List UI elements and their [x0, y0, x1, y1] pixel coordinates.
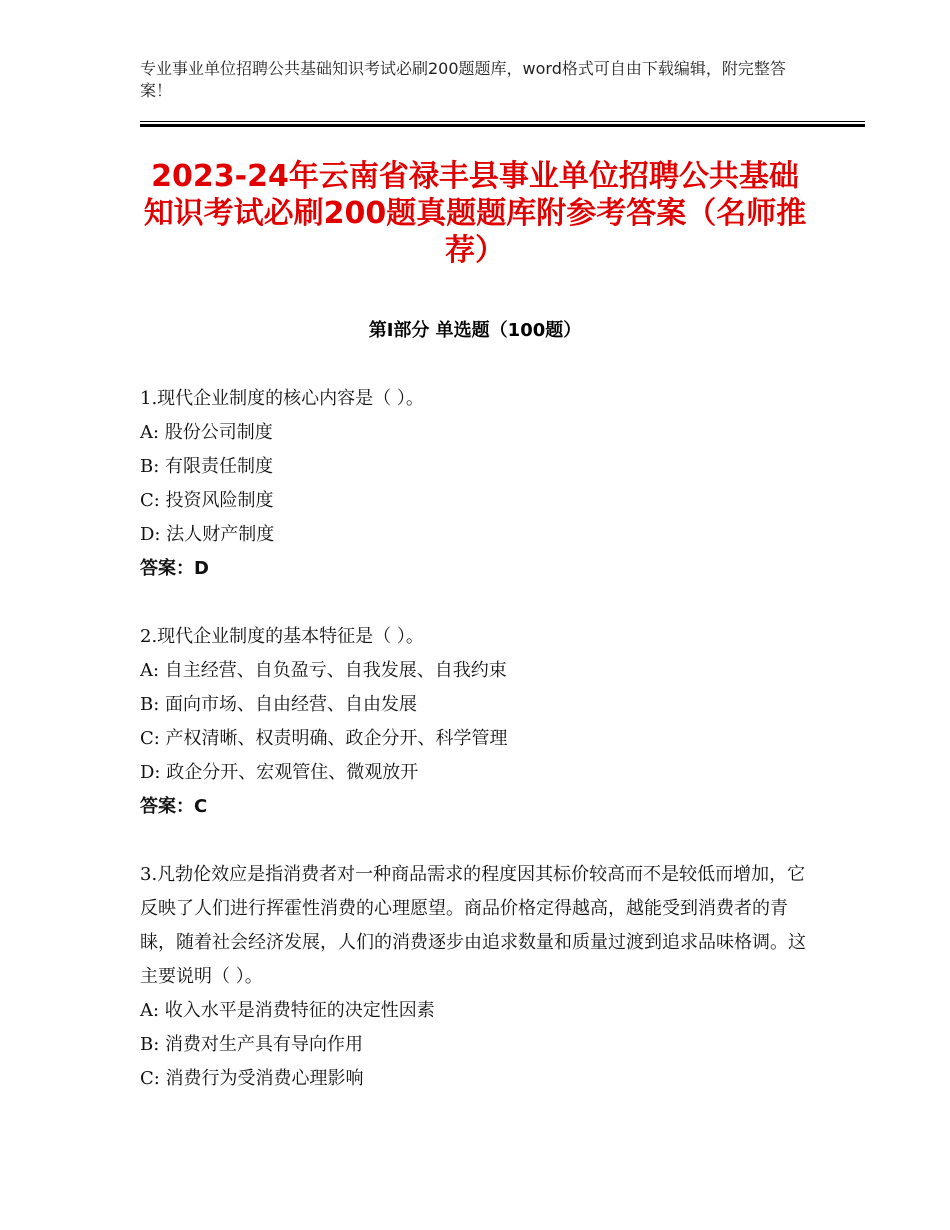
option-a: A: 股份公司制度 — [140, 422, 273, 443]
option-d: D: 法人财产制度 — [140, 524, 275, 545]
document-title: 2023-24年云南省禄丰县事业单位招聘公共基础知识考试必刷200题真题题库附参考答案（名师推荐） — [143, 159, 807, 268]
option-b: B: 消费对生产具有导向作用 — [140, 1034, 364, 1055]
question-stem: 2.现代企业制度的基本特征是（ ）。 — [140, 626, 424, 647]
header-note: 专业事业单位招聘公共基础知识考试必刷200题题库，word格式可自由下载编辑，附完整答案！ — [140, 59, 786, 100]
question-2 — [140, 620, 810, 824]
option-a: A: 收入水平是消费特征的决定性因素 — [140, 1000, 435, 1021]
option-c: C: 消费行为受消费心理影响 — [140, 1068, 364, 1089]
option-d: D: 政企分开、宏观管住、微观放开 — [140, 762, 419, 783]
answer-text: 答案：C — [140, 796, 208, 817]
option-b: B: 有限责任制度 — [140, 456, 274, 477]
answer-text: 答案：D — [140, 558, 209, 579]
question-3 — [140, 858, 810, 1096]
question-1 — [140, 382, 810, 586]
header-rule-thick — [140, 124, 865, 127]
question-list — [140, 382, 810, 1130]
option-c: C: 产权清晰、权责明确、政企分开、科学管理 — [140, 728, 508, 749]
option-b: B: 面向市场、自由经营、自由发展 — [140, 694, 418, 715]
question-stem: 1.现代企业制度的核心内容是（ ）。 — [140, 388, 424, 409]
header-rule-thin — [140, 121, 865, 122]
section-title: 第Ⅰ部分 单选题（100题） — [368, 320, 582, 341]
question-stem: 3.凡勃伦效应是指消费者对一种商品需求的程度因其标价较高而不是较低而增加，它反映了人们进行挥霍性消费的心理愿望。商品价格定得越高，越能受到消费者的青睐，随着社会经济发展，人们的消费逐步由追求数量和质量过渡到追求品味格调。这主要说明（ ）。 — [140, 864, 806, 987]
option-c: C: 投资风险制度 — [140, 490, 274, 511]
option-a: A: 自主经营、自负盈亏、自我发展、自我约束 — [140, 660, 507, 681]
